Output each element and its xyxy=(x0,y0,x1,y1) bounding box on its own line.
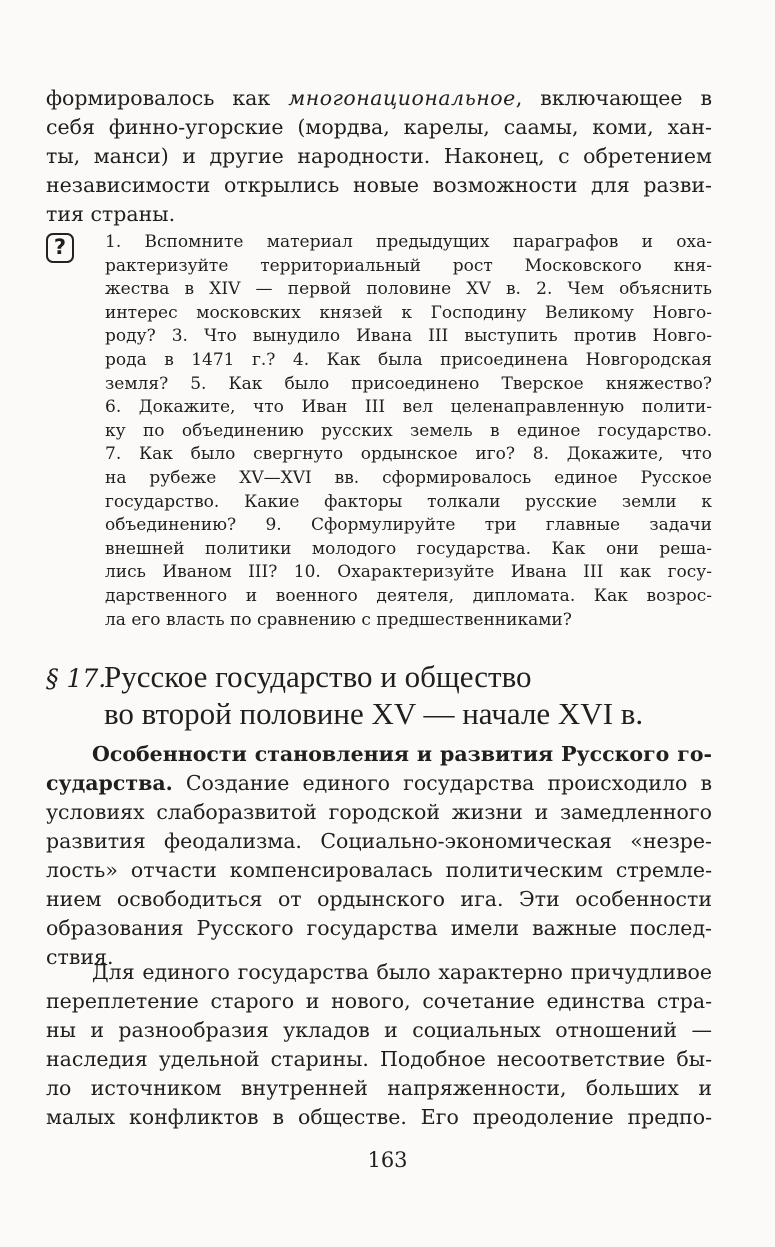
body-paragraph xyxy=(46,740,712,972)
text-line: сударства. Создание единого государства происходило в xyxy=(46,771,712,795)
text-line: развития феодализма. Социально-экономическая «незре- xyxy=(46,829,712,853)
text-line: себя финно-угорские (мордва, карелы, саамы, коми, хан- xyxy=(46,115,712,139)
page-number: 163 xyxy=(367,1148,408,1172)
text-line: тия страны. xyxy=(46,202,176,226)
question-line: объединению? 9. Сформулируйте три главные задачи xyxy=(105,515,712,536)
intro-paragraph xyxy=(46,84,712,229)
question-line: рода в 1471 г.? 4. Как была присоединена Новгородская xyxy=(105,349,712,370)
question-line: земля? 5. Как было присоединено Тверское княжество? xyxy=(105,373,712,394)
text-line: малых конфликтов в обществе. Его преодоление предпо- xyxy=(46,1105,712,1129)
question-line: государство. Какие факторы толкали русские земли к xyxy=(105,491,712,512)
question-line: лись Иваном III? 10. Охарактеризуйте Ивана III как госу- xyxy=(105,562,712,583)
subheading: сударства. xyxy=(46,771,173,795)
text-line: формировалось как многонациональное, включающее в xyxy=(46,86,713,110)
question-line: внешней политики молодого государства. Как они реша- xyxy=(105,538,712,559)
question-line: роду? 3. Что вынудило Ивана III выступить против Новго- xyxy=(105,326,712,347)
subheading: Особенности становления и развития Русского го- xyxy=(92,742,712,766)
question-line: ку по объединению русских земель в единое государство. xyxy=(105,420,712,441)
section-title-line: Русское государство и общество xyxy=(104,659,532,694)
body-paragraph xyxy=(46,958,712,1132)
text-line: ны и разнообразия укладов и социальных отношений — xyxy=(46,1018,712,1042)
emphasized-word: многонациональное xyxy=(288,86,516,110)
text-line: независимости открылись новые возможности для разви- xyxy=(46,173,712,197)
question-line: 1. Вспомните материал предыдущих параграфов и оха- xyxy=(105,232,712,252)
question-line: на рубеже XV—XVI вв. сформировалось единое Русское xyxy=(105,467,712,488)
section-title xyxy=(104,658,643,732)
text-line: переплетение старого и нового, сочетание единства стра- xyxy=(46,989,712,1013)
text-line: лость» отчасти компенсировалась политическим стремле- xyxy=(46,858,712,882)
question-line: 7. Как было свергнуто ордынское иго? 8. Докажите, что xyxy=(105,444,712,465)
text-line: ствия. xyxy=(46,945,114,969)
review-questions xyxy=(105,231,712,632)
question-line: ла его власть по сравнению с предшественниками? xyxy=(105,609,572,630)
section-number: § 17. xyxy=(46,664,107,693)
text-line: наследия удельной старины. Подобное несоответствие бы- xyxy=(46,1047,712,1071)
text-line: ло источником внутренней напряженности, больших и xyxy=(46,1076,712,1100)
text-line: Для единого государства было характерно причудливое xyxy=(92,960,712,984)
question-line: интерес московских князей к Господину Великому Новго- xyxy=(105,302,712,323)
text-line xyxy=(46,740,712,769)
section-title-line: во второй половине XV — начале XVI в. xyxy=(104,696,644,731)
text-line: образования Русского государства имели важные послед- xyxy=(46,916,712,940)
text-line: нием освободиться от ордынского ига. Эти особенности xyxy=(46,887,712,911)
question-line: жества в XIV — первой половине XV в. 2. Чем объяснить xyxy=(105,279,712,300)
question-line: 6. Докажите, что Иван III вел целенаправленную полити- xyxy=(105,397,712,418)
text-line: условиях слаборазвитой городской жизни и замедленного xyxy=(46,800,712,824)
question-line: дарственного и военного деятеля, дипломата. Как возрос- xyxy=(105,585,712,606)
question-line: рактеризуйте территориальный рост Московского кня- xyxy=(105,255,712,276)
question-mark-icon: ? xyxy=(46,233,74,263)
text-line: ты, манси) и другие народности. Наконец, с обретением xyxy=(46,144,712,168)
